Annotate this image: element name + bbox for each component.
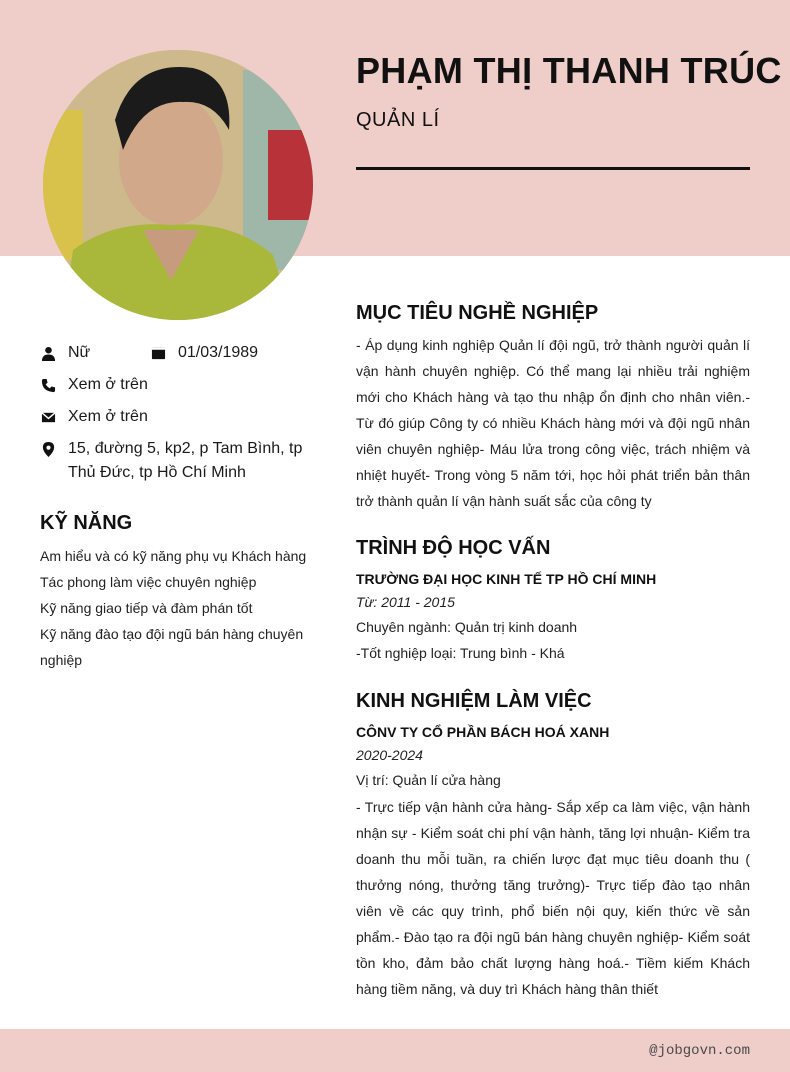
mail-icon [40, 405, 56, 429]
education-heading: TRÌNH ĐỘ HỌC VẤN [356, 537, 551, 559]
skill-item: Kỹ năng giao tiếp và đàm phán tốt [40, 600, 253, 616]
person-icon [40, 341, 56, 365]
education-grade: -Tốt nghiệp loại: Trung bình - Khá [356, 645, 565, 661]
skills-heading: KỸ NĂNG [40, 512, 133, 534]
school-name: TRƯỜNG ĐẠI HỌC KINH TẾ TP HỒ CHÍ MINH [356, 571, 657, 587]
address-value: 15, đường 5, kp2, p Tam Bình, tp Thủ Đức, tp Hồ Chí Minh [68, 440, 303, 481]
education-major: Chuyên ngành: Quản trị kinh doanh [356, 619, 578, 635]
phone-value: Xem ở trên [68, 376, 148, 393]
gender-row [40, 341, 90, 365]
skill-item: Tác phong làm việc chuyên nghiệp [40, 574, 257, 590]
profile-photo [43, 50, 313, 320]
location-pin-icon [40, 437, 56, 461]
birthday-row [150, 341, 258, 365]
skill-item: Am hiểu và có kỹ năng phụ vụ Khách hàng [40, 548, 307, 564]
objective-text: - Áp dụng kinh nghiệp Quản lí đội ngũ, trở thành người quản lí vận hành chuyên nghiệp. Có thể mang lại nhiều trải nghiệm mới cho Khách hàng và tạo thu nhập ổn định cho nhân viên.- Từ đó giúp Công ty có nhiều Khách hàng mới và đội ngũ nhân viên chuyên nghiệp- Máu lửa trong công việc, trách nhiệm và nhiệt huyết- Trong vòng 5 năm tới, học hỏi phát triển bản thân trở thành quản lí vận hành suất sắc của công ty [356, 337, 750, 509]
gender-value: Nữ [68, 344, 91, 361]
phone-icon [40, 373, 56, 397]
calendar-icon [150, 341, 166, 365]
candidate-name: PHẠM THỊ THANH TRÚC [356, 50, 782, 91]
footer-watermark: @jobgovn.com [649, 1043, 750, 1059]
title-divider [356, 167, 750, 170]
education-period: Từ: 2011 - 2015 [356, 594, 455, 610]
experience-period: 2020-2024 [356, 747, 423, 763]
company-name: CÔNV TY CỔ PHẦN BÁCH HOÁ XANH [356, 724, 610, 740]
email-row [40, 405, 148, 429]
birthday-value: 01/03/1989 [178, 344, 259, 361]
experience-position: Vị trí: Quản lí cửa hàng [356, 772, 501, 788]
phone-row [40, 373, 148, 397]
job-title: QUẢN LÍ [356, 109, 440, 131]
skills-list [40, 543, 320, 673]
skill-item: Kỹ năng đào tạo đội ngũ bán hàng chuyên nghiệp [40, 626, 304, 668]
address-row [40, 437, 310, 485]
experience-heading: KINH NGHIỆM LÀM VIỆC [356, 690, 592, 712]
objective-heading: MỤC TIÊU NGHỀ NGHIỆP [356, 302, 599, 324]
email-value: Xem ở trên [68, 408, 148, 425]
experience-description: - Trực tiếp vận hành cửa hàng- Sắp xếp ca làm việc, vận hành nhận sự - Kiểm soát chi phí vận hành, tăng lợi nhuận- Kiểm tra doanh thu mỗi tuần, ra chiến lược đạt mục tiêu doanh thu ( thưởng nóng, thưởng tăng trưởng)- Trực tiếp đào tạo nhân viên về các quy trình, phổ biến nội quy, kiến thức về sản phẩm.- Đào tạo ra đội ngũ bán hàng chuyên nghiệp- Kiểm soát tồn kho, đảm bảo chất lượng hàng hoá.- Tiềm kiếm Khách hàng tiềm năng, và duy trì Khách hàng thân thiết [356, 799, 750, 997]
